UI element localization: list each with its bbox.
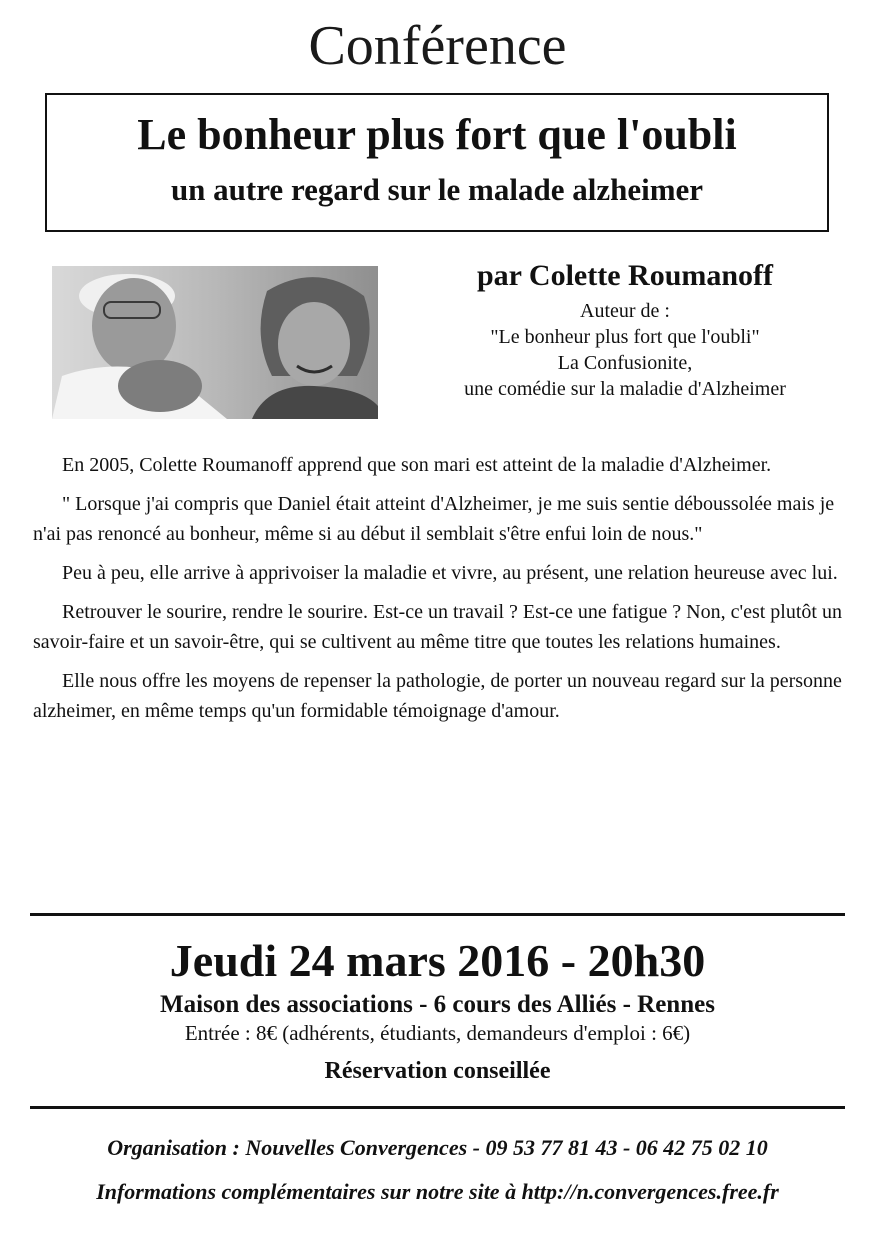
author-works [400,298,850,402]
author-line: Auteur de : [580,300,670,322]
divider-bottom [30,1106,845,1109]
event-price: Entrée : 8€ (adhérents, étudiants, demandeurs d'emploi : 6€) [184,1021,691,1045]
website-line: Informations complémentaires sur notre site à http://n.convergences.free.fr [96,1179,779,1204]
conference-title: Le bonheur plus fort que l'oubli [137,110,737,159]
title-box [45,93,829,232]
author-name: par Colette Roumanoff [476,259,774,292]
event-place: Maison des associations - 6 cours des Alliés - Rennes [160,991,715,1018]
author-line: une comédie sur la maladie d'Alzheimer [464,378,786,400]
paragraph: " Lorsque j'ai compris que Daniel était atteint d'Alzheimer, je me suis sentie déboussolée mais je n'ai pas renoncé au bonheur, même si au début il semblait s'être enfui loin de nous." [33,493,835,545]
page-heading: Conférence [308,15,567,77]
man-hands [118,360,202,412]
paragraph: Elle nous offre les moyens de repenser la pathologie, de porter un nouveau regard sur la personne alzheimer, en même temps qu'un formidable témoignage d'amour. [33,670,842,722]
paragraph: Retrouver le sourire, rendre le sourire. Est-ce un travail ? Est-ce une fatigue ? Non, c'est plutôt un savoir-faire et un savoir-être, qui se cultivent au même titre que toutes les relations humaines. [33,601,842,653]
paragraph: Peu à peu, elle arrive à apprivoiser la maladie et vivre, au présent, une relation heureuse avec lui. [62,562,838,584]
divider-top [30,913,845,916]
author-line: "Le bonheur plus fort que l'oubli" [490,326,760,348]
portrait-illustration [52,266,378,419]
author-block [400,257,850,402]
conference-subtitle: un autre regard sur le malade alzheimer [170,172,704,207]
event-reservation: Réservation conseillée [324,1058,551,1084]
event-date: Jeudi 24 mars 2016 - 20h30 [169,935,706,986]
description-text [33,450,843,735]
couple-portrait-photo [52,266,378,419]
paragraph: En 2005, Colette Roumanoff apprend que son mari est atteint de la maladie d'Alzheimer. [62,454,772,476]
organisation-line: Organisation : Nouvelles Convergences - 09 53 77 81 43 - 06 42 75 02 10 [107,1135,768,1160]
man-face [92,278,176,374]
author-line: La Confusionite, [557,352,693,374]
